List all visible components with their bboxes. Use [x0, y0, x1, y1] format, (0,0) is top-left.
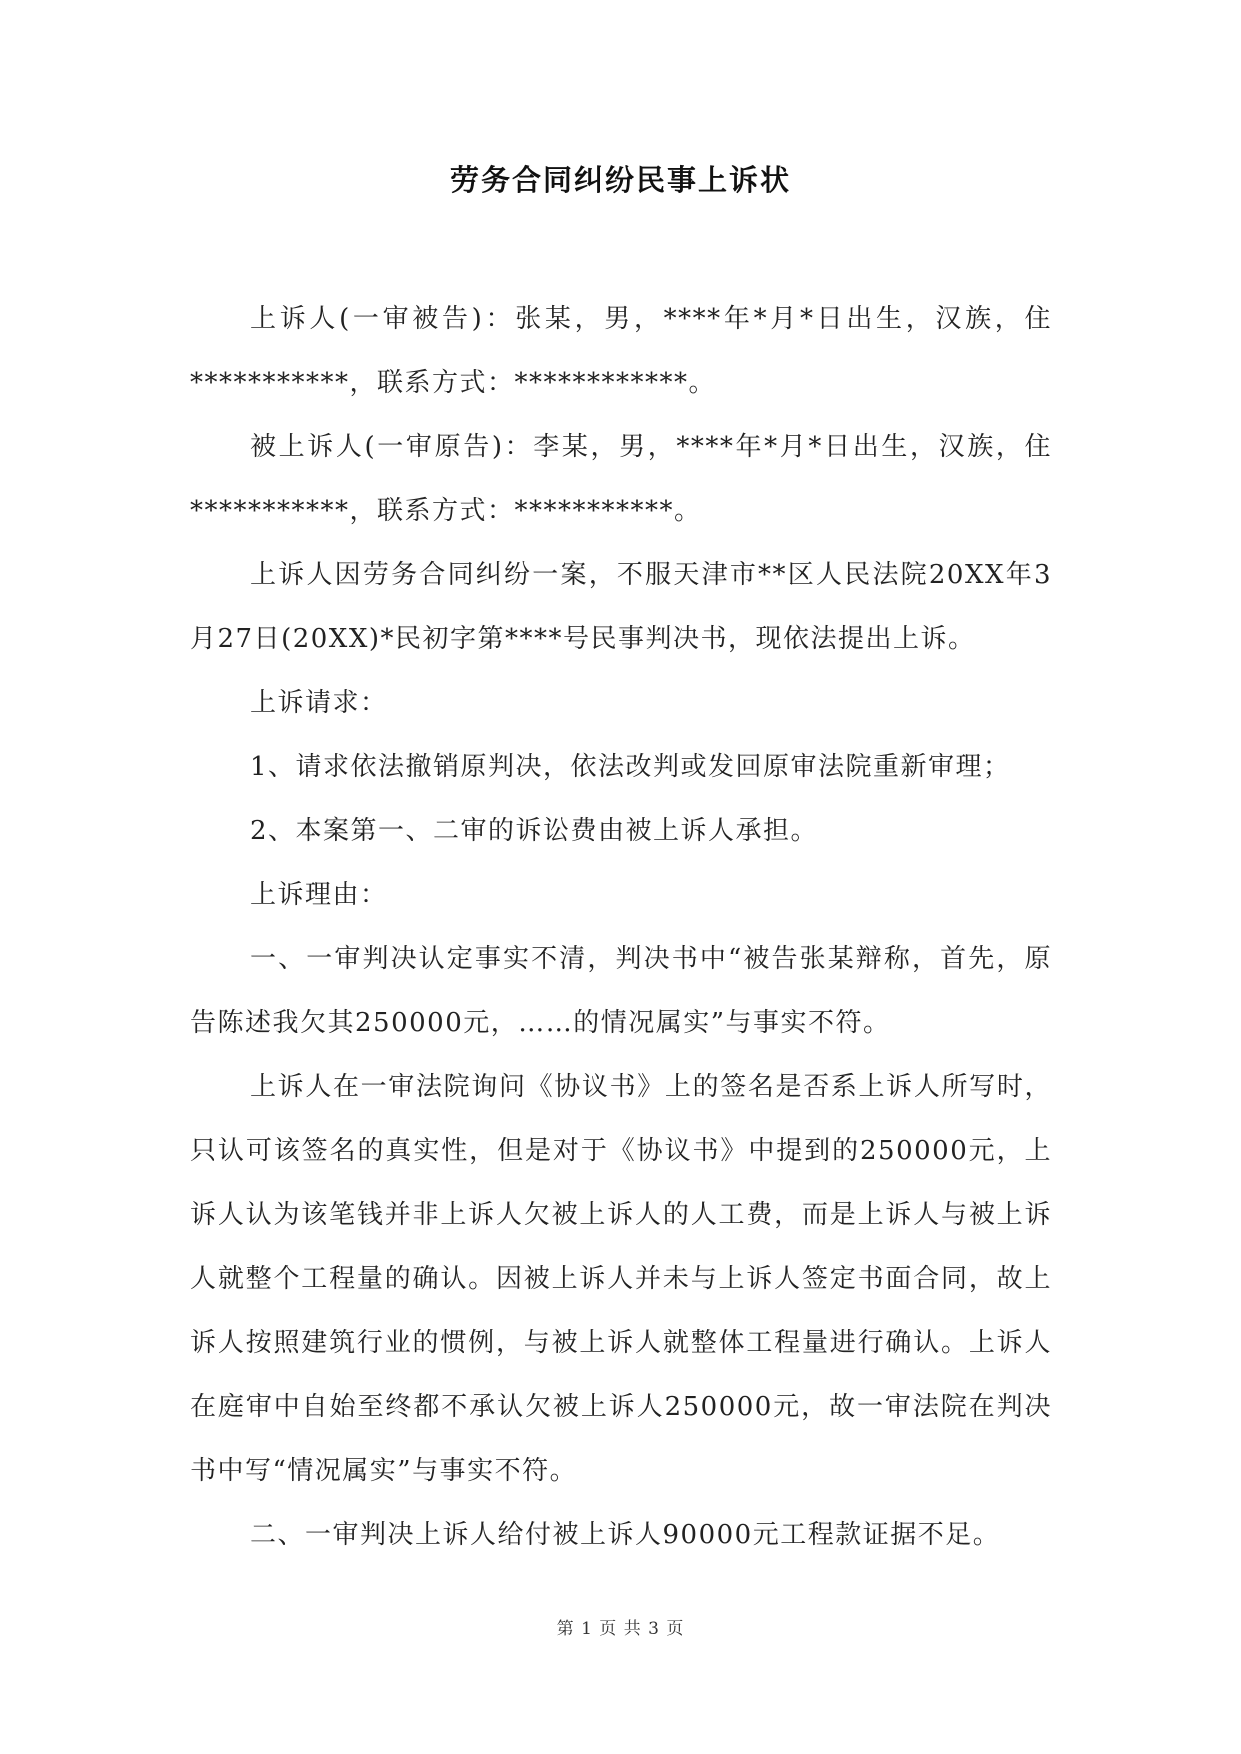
appeal-statement-paragraph: 上诉人因劳务合同纠纷一案，不服天津市**区人民法院20XX年3月27日(20XX)*民初字第****号民事判决书，现依法提出上诉。	[190, 560, 1052, 654]
appeal-reason-1-paragraph: 一、一审判决认定事实不清，判决书中“被告张某辩称，首先，原告陈述我欠其250000元，……的情况属实”与事实不符。	[190, 944, 1052, 1038]
appeal-requests-heading: 上诉请求：	[250, 688, 388, 718]
appellee-info-paragraph: 被上诉人(一审原告)：李某，男，****年*月*日出生，汉族，住***********，联系方式：***********。	[190, 432, 1052, 526]
appeal-reasons-heading: 上诉理由：	[250, 880, 388, 910]
page-number-footer: 第 1 页 共 3 页	[556, 1619, 685, 1639]
document-title: 劳务合同纠纷民事上诉状	[449, 163, 791, 197]
appellant-info-paragraph: 上诉人(一审被告)：张某，男，****年*月*日出生，汉族，住***********，联系方式：************。	[190, 304, 1052, 398]
document-body	[190, 287, 1052, 1567]
appeal-request-item-1: 1、请求依法撤销原判决，依法改判或发回原审法院重新审理；	[250, 752, 1011, 782]
appeal-reason-2-paragraph: 二、一审判决上诉人给付被上诉人90000元工程款证据不足。	[250, 1520, 1001, 1550]
appeal-reason-1-detail-paragraph: 上诉人在一审法院询问《协议书》上的签名是否系上诉人所写时，只认可该签名的真实性，但是对于《协议书》中提到的250000元，上诉人认为该笔钱并非上诉人欠被上诉人的人工费，而是上诉人与被上诉人就整个工程量的确认。因被上诉人并未与上诉人签定书面合同，故上诉人按照建筑行业的惯例，与被上诉人就整体工程量进行确认。上诉人在庭审中自始至终都不承认欠被上诉人250000元，故一审法院在判决书中写“情况属实”与事实不符。	[190, 1072, 1052, 1486]
appeal-request-item-2: 2、本案第一、二审的诉讼费由被上诉人承担。	[250, 816, 819, 846]
